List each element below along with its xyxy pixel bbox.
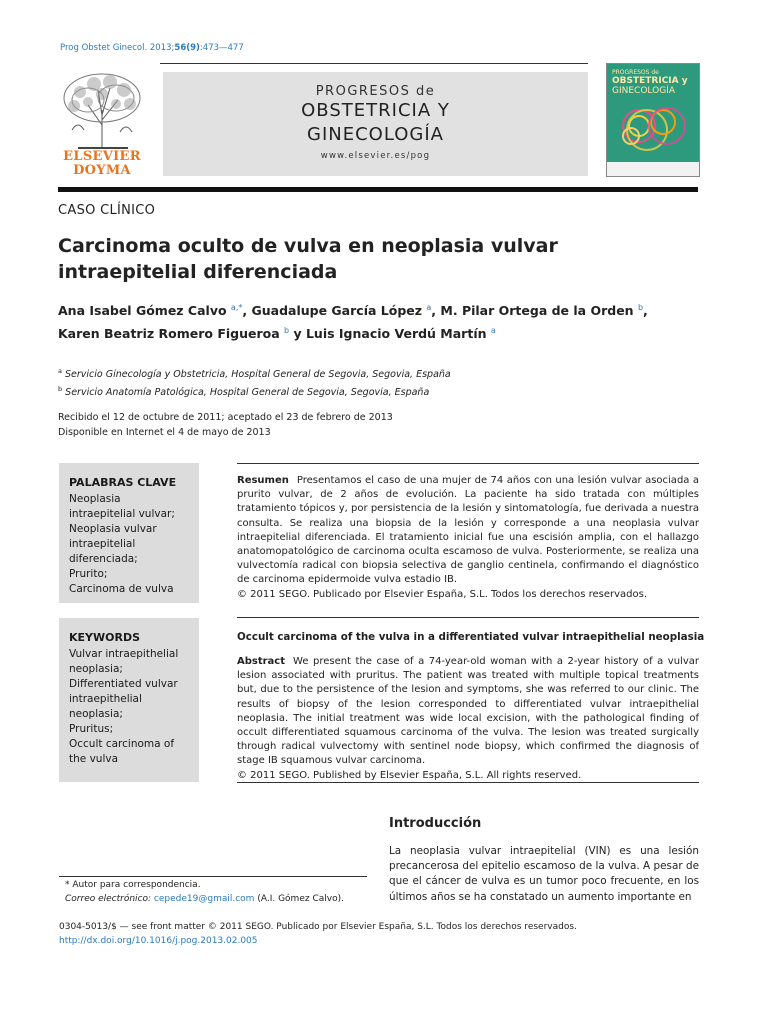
article-dates [58,410,393,440]
correspondence-note: * Autor para correspondencia. [65,880,201,890]
resumen-label: Resumen [237,475,289,486]
received-date: Recibido el 12 de octubre de 2011; aceptado el 23 de febrero de 2013 [58,412,393,423]
keywords-es-heading: PALABRAS CLAVE [69,476,177,489]
cover-title-small: PROGRESOS de [612,69,659,76]
keyword-item: Neoplasia intraepitelial vulvar; [69,493,175,520]
issn-line: 0304-5013/$ — see front matter © 2011 SEGO. Publicado por Elsevier España, S.L. Todos los derechos reservados. [59,922,577,932]
journal-name-line3: GINECOLOGÍA [307,124,444,145]
journal-name-line2: OBSTETRICIA Y [301,100,450,121]
publisher-name: ELSEVIER [63,149,141,164]
affiliations [58,364,451,400]
footnote-rule [59,876,367,877]
cover-art-icon [607,96,697,158]
resumen-bottom-rule [237,617,699,618]
intro-text: La neoplasia vulvar intraepitelial (VIN) es una lesión precancerosa del epitelio escamoso de la vulva. A pesar de que el cáncer de vulva es un tumor poco frecuente, en los últimos años se ha constatado un aumento importante en [389,845,699,903]
intro-heading: Introducción [389,816,482,831]
footnote [65,878,344,906]
abstract-label: Abstract [237,656,286,667]
author-affil-link[interactable]: a,* [230,303,243,312]
author-list: Ana Isabel Gómez Calvo $^{a,*}$, Guadalupe García López $^a$, M. Pilar Ortega de la Orden $^b$, Karen Beatriz Romero Figueroa $^b$ y Luis Ignacio Verdú Martín $^a$ [58,303,648,342]
elsevier-logo [58,70,146,182]
author-name: Guadalupe García López [251,303,423,319]
cover-title-line1: OBSTETRICIA y [612,76,688,86]
article-section: CASO CLÍNICO [58,203,156,218]
resumen-top-rule [237,463,699,464]
keywords-es-box [59,463,199,603]
author-name: M. Pilar Ortega de la Orden [440,303,634,319]
header-rule [160,63,588,64]
cover-bottom-strip [607,162,699,176]
publisher-subname: DOYMA [73,163,131,178]
affiliation-item: $^a$ Servicio Ginecología y Obstetricia, Hospital General de Segovia, Segovia, España [58,367,451,381]
citation-prefix: Prog Obstet Ginecol. 2013; [60,43,175,53]
keyword-item: Prurito; [69,568,108,580]
journal-banner [163,72,588,176]
page-footer [59,920,577,948]
email-label: Correo electrónico: [65,894,152,904]
author-affil-link[interactable]: b [637,303,644,312]
article-title: Carcinoma oculto de vulva en neoplasia vulvar intraepitelial diferenciada [58,235,558,283]
journal-url[interactable]: www.elsevier.es/pog [320,151,431,161]
keyword-item: Carcinoma de vulva [69,583,174,595]
abstract-bottom-rule [237,782,699,783]
header-thick-rule [58,187,698,192]
email-link[interactable]: cepede19@gmail.com [153,894,255,904]
journal-name-line1: PROGRESOS de [315,84,436,99]
cover-title-line2: GINECOLOGÍA [612,86,675,96]
elsevier-tree-icon [58,70,146,150]
journal-cover [606,63,700,177]
email-suffix: (A.I. Gómez Calvo). [257,894,344,904]
author-affil-link[interactable]: b [284,326,290,336]
affiliation-item: $^b$ Servicio Anatomía Patológica, Hospital General de Segovia, Segovia, España [58,385,430,399]
citation-volume: 56(9) [174,43,200,53]
keyword-item: Neoplasia vulvar intraepitelial diferenciada; [69,523,157,565]
keyword-item: Vulvar intraepithelial neoplasia; [69,648,179,675]
abstract-title: Occult carcinoma of the vulva in a differentiated vulvar intraepithelial neoplasia [237,631,705,643]
keyword-item: Pruritus; [69,723,114,735]
resumen-text: Presentamos el caso de una mujer de 74 años con una lesión vulvar asociada a prurito vulvar, de 2 años de evolución. La paciente ha sido tratada con múltiples tratamiento tópicos y, por persistencia de la lesión y sintomatología, fue derivada a nuestra consulta. Se realiza una biopsia de la lesión y corresponde a una neoplasia vulvar intraepitelial diferenciada. El tratamiento inicial fue una escisión amplia, con el hallazgo anatomopatológico de carcinoma oculta escamoso de vulva. Posteriormente, se realiza una vulvectomía radical con biopsia selectiva de ganglio centinela, confirmando el diagnóstico de carcinoma epidermoide vulva estadio IB. [237,475,699,586]
online-date: Disponible en Internet el 4 de mayo de 2013 [58,427,271,438]
resumen-copyright: © 2011 SEGO. Publicado por Elsevier España, S.L. Todos los derechos reservados. [237,588,648,600]
keyword-item: Occult carcinoma of the vulva [69,738,175,765]
author-affil-link[interactable]: a [490,326,496,336]
resumen-block [237,474,699,602]
citation-pages: :473—477 [199,43,244,53]
abstract-text: We present the case of a 74-year-old woman with a 2-year history of a vulvar lesion associated with pruritus. The patient was treated with multiple topical treatments but, due to the persistence of the lesion and symptoms, she was referred to our clinic. The results of biopsy of the lesion corresponded to differentiated vulvar intraepithelial neoplasia. The initial treatment was wide local excision, with the pathological finding of occult differentiated squamous carcinoma of the vulva. The lesion was treated surgically through radical vulvectomy with sentinel node biopsy, which confirmed the diagnosis of stage IB squamous vulvar carcinoma. [237,656,699,767]
keyword-item: Differentiated vulvar intraepithelial neoplasia; [69,678,178,720]
keywords-en-heading: KEYWORDS [69,631,141,644]
abstract-block [237,655,699,783]
abstract-copyright: © 2011 SEGO. Published by Elsevier España, S.L. All rights reserved. [237,769,582,781]
author-name: Ana Isabel Gómez Calvo [58,303,227,319]
author-affil-link[interactable]: a [426,303,432,312]
correspondence-email-line [65,892,344,906]
journal-citation[interactable] [60,43,244,53]
author-name: Karen Beatriz Romero Figueroa [58,326,280,342]
doi-link[interactable]: http://dx.doi.org/10.1016/j.pog.2013.02.005 [59,936,258,946]
keywords-en-box [59,618,199,782]
author-name: Luis Ignacio Verdú Martín [305,326,487,342]
